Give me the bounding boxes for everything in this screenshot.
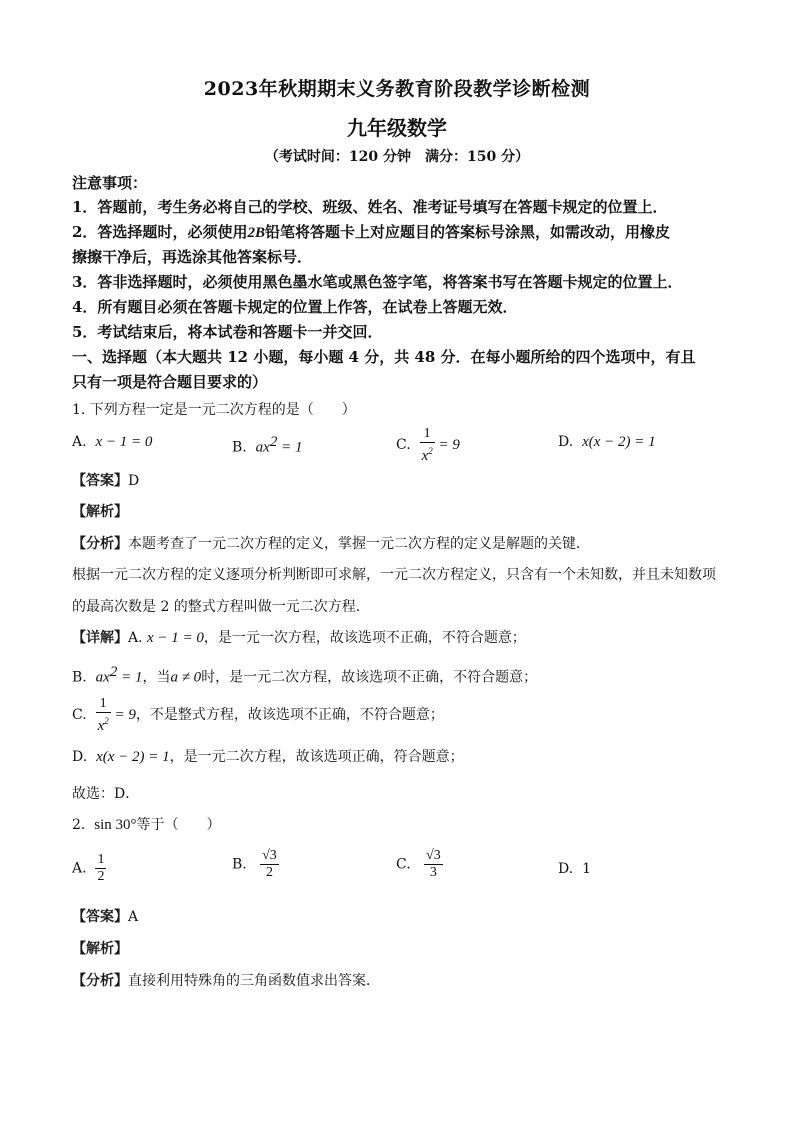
q2-option-a: A. $\frac{1}{2}$ (72, 852, 105, 884)
q1-answer: 【答案】D (72, 473, 140, 489)
exam-info: （考试时间：120 分钟 满分：150 分） (264, 149, 530, 165)
exam-title: 2023年秋期期末义务教育阶段教学诊断检测 (203, 78, 591, 100)
note-1: 1．答题前，考生务必将自己的学校、班级、姓名、准考证号填写在答题卡规定的位置上． (72, 198, 668, 216)
section-heading-line2: 只有一项是符合题目要求的） (72, 373, 268, 391)
q1-detail-d: D. x(x − 2) = 1，是一元二次方程，故该选项正确，符合题意； (72, 749, 464, 765)
q1-fenxi: 【分析】本题考查了一元二次方程的定义，掌握一元二次方程的定义是解题的关键． (72, 536, 590, 552)
q1-analysis-tag: 【解析】 (72, 504, 128, 520)
exam-subtitle: 九年级数学 (347, 116, 447, 140)
section-heading-line1: 一、选择题（本大题共 12 小题，每小题 4 分，共 48 分．在每小题所给的四个选项中，有且 (72, 348, 696, 366)
q1-option-c: C. $\frac{1}{x^2}$ = 9 (396, 426, 460, 464)
q2-answer: 【答案】A (72, 909, 139, 925)
q1-detail-a: 【详解】A. x − 1 = 0，是一元一次方程，故该选项不正确，不符合题意； (72, 630, 526, 646)
q2-option-b-fraction: $\frac{√3}{2}$ (262, 848, 277, 880)
q2-fenxi: 【分析】直接利用特殊角的三角函数值求出答案． (72, 973, 380, 989)
note-4: 4．所有题目必须在答题卡规定的位置上作答，在试卷上答题无效． (72, 298, 518, 316)
q1-option-d: D. x(x − 2) = 1 (558, 434, 656, 450)
q2-option-b: B. $\frac{√3}{2}$ (232, 848, 277, 880)
q1-paragraph-1: 根据一元二次方程的定义逐项分析判断即可求解，一元二次方程定义，只含有一个未知数，并且未知数项 (72, 567, 716, 583)
q1-option-c-fraction: $\frac{1}{x^2}$ (421, 426, 433, 464)
q1-option-a: A. x − 1 = 0 (72, 434, 153, 450)
q2-stem: 2. sin 30°等于（ ） (72, 817, 221, 833)
q1-detail-c-fraction: $\frac{1}{x^2}$ (97, 696, 109, 734)
q1-detail-c: C. $\frac{1}{x^2}$ = 9，不是整式方程，故该选项不正确，不符合题意； (72, 696, 444, 734)
q1-detail-b: B. $ax^2 = 1$，当a ≠ 0时，是一元二次方程，故该选项不正确，不符合题意； (72, 664, 538, 686)
note-2: 2．答选择题时，必须使用2B铅笔将答题卡上对应题目的答案标号涂黑，如需改动，用橡皮 (72, 223, 670, 241)
q2-option-c-fraction: $\frac{√3}{3}$ (426, 848, 441, 880)
q1-option-b: B. $ax^2 = 1$ (232, 434, 303, 456)
q1-stem: 1. 下列方程一定是一元二次方程的是（ ） (72, 402, 356, 418)
note-5: 5．考试结束后，将本试卷和答题卡一并交回． (72, 323, 383, 341)
note-2-cont: 擦擦干净后，再选涂其他答案标号． (72, 248, 313, 266)
notes-heading: 注意事项： (72, 174, 148, 192)
q1-conclusion: 故选：D． (72, 786, 140, 802)
note-3: 3．答非选择题时，必须使用黑色墨水笔或黑色签字笔，将答案书写在答题卡规定的位置上． (72, 273, 683, 291)
q2-option-a-fraction: $\frac{1}{2}$ (97, 852, 105, 884)
q1-paragraph-2: 的最高次数是 2 的整式方程叫做一元二次方程． (72, 599, 370, 615)
q2-analysis-tag: 【解析】 (72, 941, 128, 957)
q2-option-d: D. 1 (558, 861, 592, 877)
q2-option-c: C. $\frac{√3}{3}$ (396, 848, 441, 880)
